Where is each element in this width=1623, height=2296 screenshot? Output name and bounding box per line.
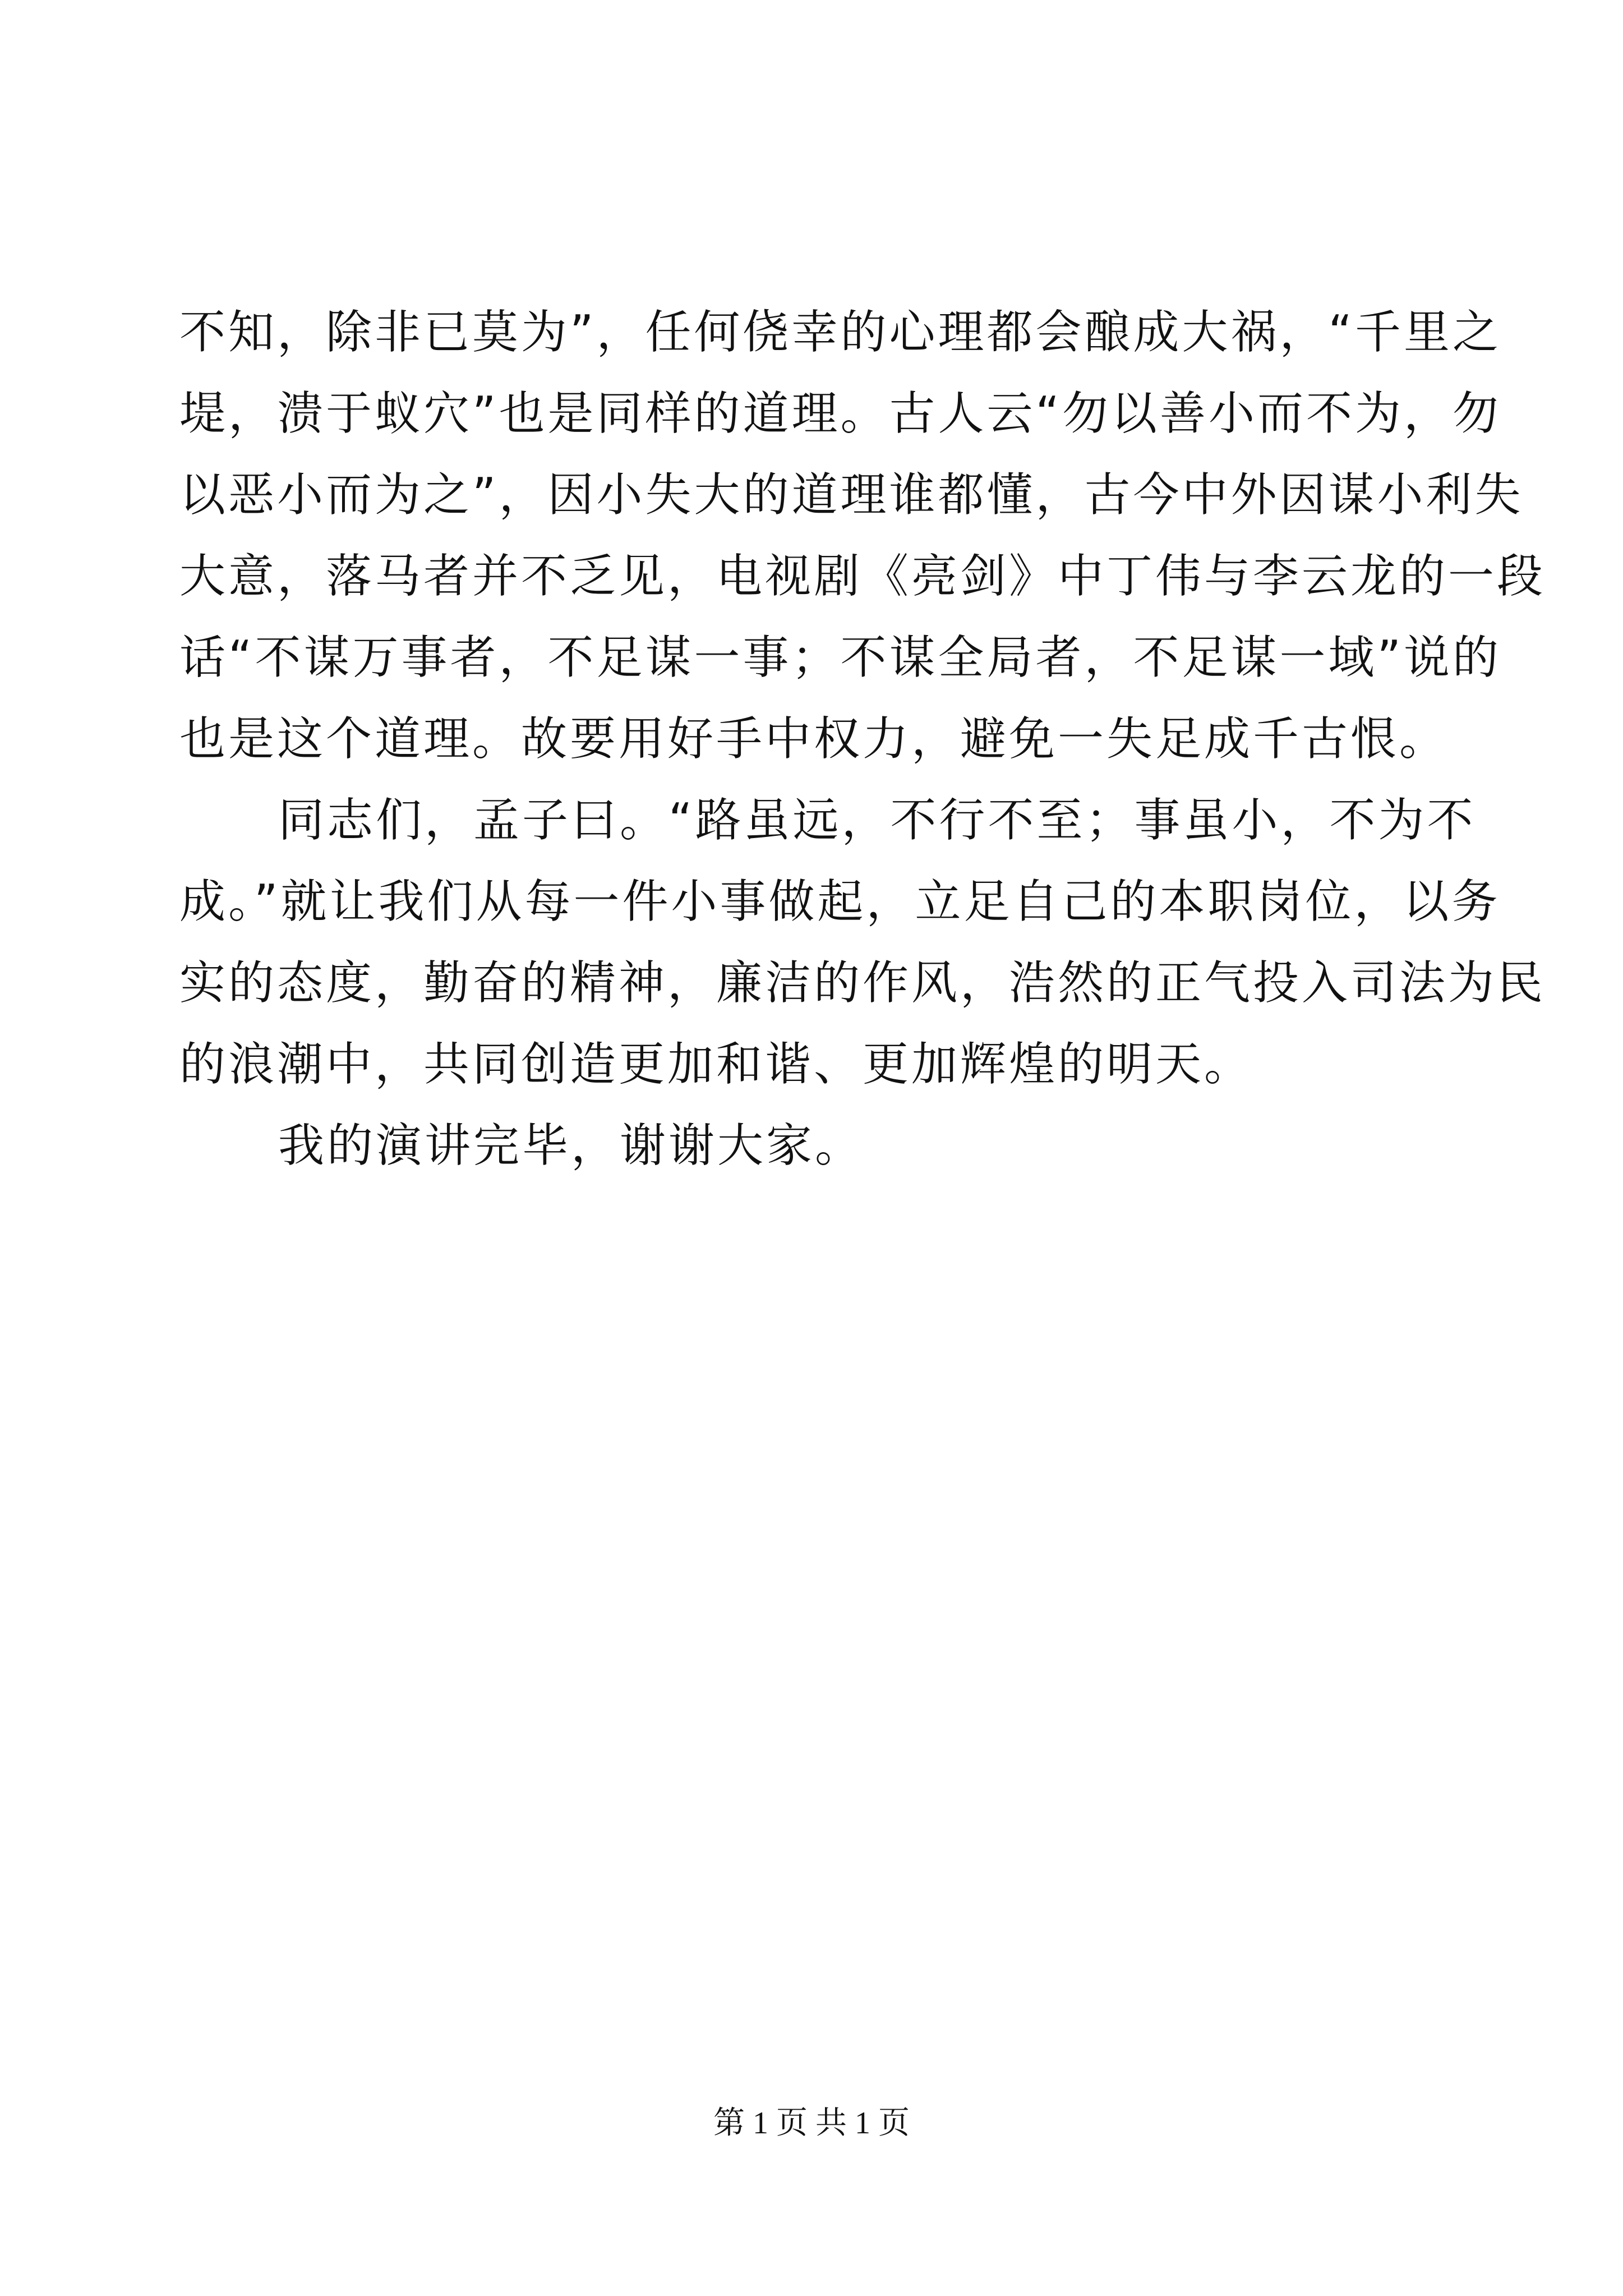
text-line: 大意，落马者并不乏见，电视剧《亮剑》中丁伟与李云龙的一段 — [179, 550, 1546, 603]
text-line: 堤，溃于蚁穴”也是同样的道理。古人云“勿以善小而不为，勿 — [179, 387, 1501, 440]
text-line: 以恶小而为之”，因小失大的道理谁都懂，古今中外因谋小利失 — [179, 468, 1524, 522]
text-line: 也是这个道理。故要用好手中权力，避免一失足成千古恨。 — [179, 712, 1449, 766]
text-line: 成。”就让我们从每一件小事做起，立足自己的本职岗位，以务 — [179, 875, 1501, 928]
text-line: 话“不谋万事者，不足谋一事；不谋全局者，不足谋一域”说的 — [179, 631, 1501, 684]
text-line: 的浪潮中，共同创造更加和谐、更加辉煌的明天。 — [179, 1038, 1253, 1091]
paragraph-start-line: 同志们，孟子曰。“路虽远，不行不至；事虽小，不为不 — [278, 794, 1476, 847]
text-line: 不知，除非已莫为”，任何侥幸的心理都会酿成大祸，“千里之 — [179, 306, 1501, 359]
document-body — [179, 292, 1546, 1186]
text-line: 实的态度，勤奋的精神，廉洁的作风，浩然的正气投入司法为民 — [179, 956, 1546, 1010]
page-footer: 第 1 页 共 1 页 — [713, 2106, 910, 2141]
closing-line: 我的演讲完毕，谢谢大家。 — [278, 1119, 864, 1172]
